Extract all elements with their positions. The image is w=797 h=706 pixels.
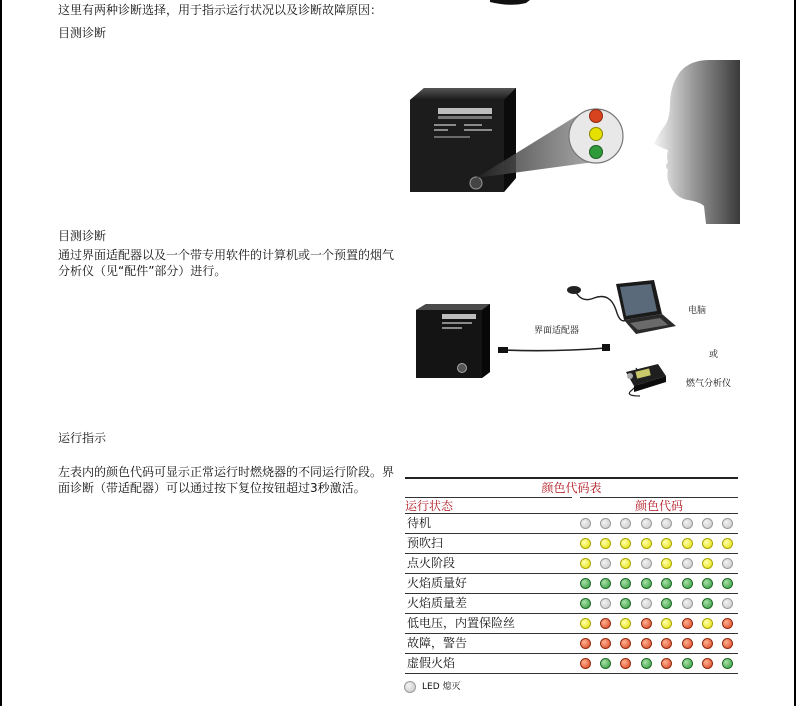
led-yellow-icon	[702, 558, 713, 569]
led-off-icon	[641, 558, 652, 569]
led-red-icon	[722, 618, 733, 629]
led-red-icon	[661, 638, 672, 649]
led-green-icon	[620, 578, 631, 589]
led-off-icon	[682, 558, 693, 569]
led-green-icon	[661, 578, 672, 589]
or-label: 或	[709, 350, 719, 360]
state-label: 待机	[407, 516, 432, 530]
table-row	[405, 634, 738, 654]
led-sequence	[575, 617, 738, 630]
led-green-icon	[620, 598, 631, 609]
led-green-icon	[580, 598, 591, 609]
laptop-computer	[616, 280, 676, 334]
table-body	[405, 513, 738, 674]
led-yellow-icon	[600, 538, 611, 549]
led-green-icon	[641, 578, 652, 589]
led-green-icon	[682, 578, 693, 589]
led-red-icon	[641, 638, 652, 649]
state-label: 火焰质量差	[407, 596, 468, 610]
state-label: 火焰质量好	[407, 576, 468, 590]
led-off-icon	[600, 558, 611, 569]
led-yellow-icon	[580, 538, 591, 549]
led-red-icon	[620, 638, 631, 649]
led-green-icon	[641, 658, 652, 669]
color-code-table	[405, 477, 738, 674]
led-off-icon	[641, 518, 652, 529]
led-yellow-icon	[661, 618, 672, 629]
face-silhouette	[654, 60, 740, 224]
led-yellow-icon	[620, 618, 631, 629]
led-yellow-icon	[620, 558, 631, 569]
led-red-icon	[600, 638, 611, 649]
intro-text: 这里有两种诊断选择，用于指示运行状况以及诊断故障原因：	[58, 3, 383, 17]
table-row	[405, 594, 738, 614]
section-interface-heading: 目测诊断	[58, 229, 107, 243]
led-sequence	[575, 577, 738, 590]
led-yellow-icon	[702, 538, 713, 549]
led-yellow-icon	[682, 538, 693, 549]
led-green-icon	[600, 578, 611, 589]
led-off-icon	[702, 518, 713, 529]
state-label: 点火阶段	[407, 556, 456, 570]
analyzer-label: 燃气分析仪	[686, 379, 732, 389]
col-code-header: 颜色代码	[580, 497, 738, 514]
led-red-icon	[682, 618, 693, 629]
led-green-icon	[682, 658, 693, 669]
table-header	[405, 497, 738, 513]
page-border-left	[0, 0, 2, 706]
led-red-icon	[580, 658, 591, 669]
led-red-icon	[682, 638, 693, 649]
section-visual-heading: 目测诊断	[58, 26, 107, 40]
state-label: 虚假火焰	[407, 656, 456, 670]
page-border-right	[794, 0, 796, 706]
led-off-icon	[722, 598, 733, 609]
led-yellow-icon	[661, 558, 672, 569]
led-sequence	[575, 557, 738, 570]
adapter-label: 界面适配器	[534, 326, 580, 336]
led-green-icon	[722, 658, 733, 669]
led-off-icon	[722, 518, 733, 529]
section-operation-body: 左表内的颜色代码可显示正常运行时燃烧器的不同运行阶段。界面诊断（带适配器）可以通过按下复位按钮超过3秒激活。	[58, 465, 395, 495]
led-red-icon	[641, 618, 652, 629]
led-off-icon	[661, 518, 672, 529]
led-off-icon	[682, 518, 693, 529]
led-off-icon	[600, 598, 611, 609]
table-row	[405, 534, 738, 554]
led-red-icon	[600, 618, 611, 629]
led-red-icon	[580, 638, 591, 649]
led-off-icon	[580, 518, 591, 529]
burner-controller-device	[410, 88, 516, 192]
led-green-icon	[722, 578, 733, 589]
led-off-icon	[641, 598, 652, 609]
led-sequence	[575, 657, 738, 670]
table-row	[405, 513, 738, 534]
section-interface-body: 通过界面适配器以及一个带专用软件的计算机或一个预置的烟气分析仪（见“配件”部分）进行。	[58, 248, 395, 278]
led-yellow-icon	[641, 538, 652, 549]
led-lens-magnified	[569, 109, 623, 163]
led-sequence	[575, 637, 738, 650]
led-green-icon	[702, 598, 713, 609]
table-row	[405, 574, 738, 594]
led-red-icon	[620, 658, 631, 669]
computer-label: 电脑	[688, 306, 707, 316]
led-red-icon	[702, 658, 713, 669]
led-sequence	[575, 537, 738, 550]
visual-diagnosis-figure	[404, 58, 740, 224]
led-sequence	[575, 597, 738, 610]
led-yellow-icon	[620, 538, 631, 549]
led-sequence	[575, 517, 738, 530]
col-state-header: 运行状态	[405, 497, 572, 514]
section-operation-heading: 运行指示	[58, 431, 107, 445]
led-red-icon	[702, 638, 713, 649]
flue-gas-analyzer	[626, 364, 666, 392]
led-yellow-icon	[722, 538, 733, 549]
led-green-icon	[661, 598, 672, 609]
legend-led-off-icon	[404, 681, 416, 693]
led-off-icon	[722, 558, 733, 569]
led-green-icon	[600, 658, 611, 669]
led-yellow-icon	[702, 618, 713, 629]
state-label: 预吹扫	[407, 536, 444, 550]
led-off-icon	[682, 598, 693, 609]
state-label: 低电压，内置保险丝	[407, 616, 516, 630]
led-yellow-icon	[661, 538, 672, 549]
led-off-icon	[600, 518, 611, 529]
table-row	[405, 614, 738, 634]
legend-text: LED 熄灭	[422, 682, 461, 692]
table-row	[405, 654, 738, 674]
led-red-icon	[661, 658, 672, 669]
led-yellow-icon	[580, 618, 591, 629]
table-title: 颜色代码表	[405, 477, 738, 497]
led-red-icon	[722, 638, 733, 649]
led-green-icon	[702, 578, 713, 589]
top-clipped-graphic	[490, 0, 530, 6]
led-yellow-icon	[580, 558, 591, 569]
led-green-icon	[580, 578, 591, 589]
burner-controller-device-small	[416, 304, 490, 378]
led-off-icon	[620, 518, 631, 529]
state-label: 故障，警告	[407, 636, 468, 650]
table-row	[405, 554, 738, 574]
interface-diagnosis-figure	[404, 280, 744, 410]
